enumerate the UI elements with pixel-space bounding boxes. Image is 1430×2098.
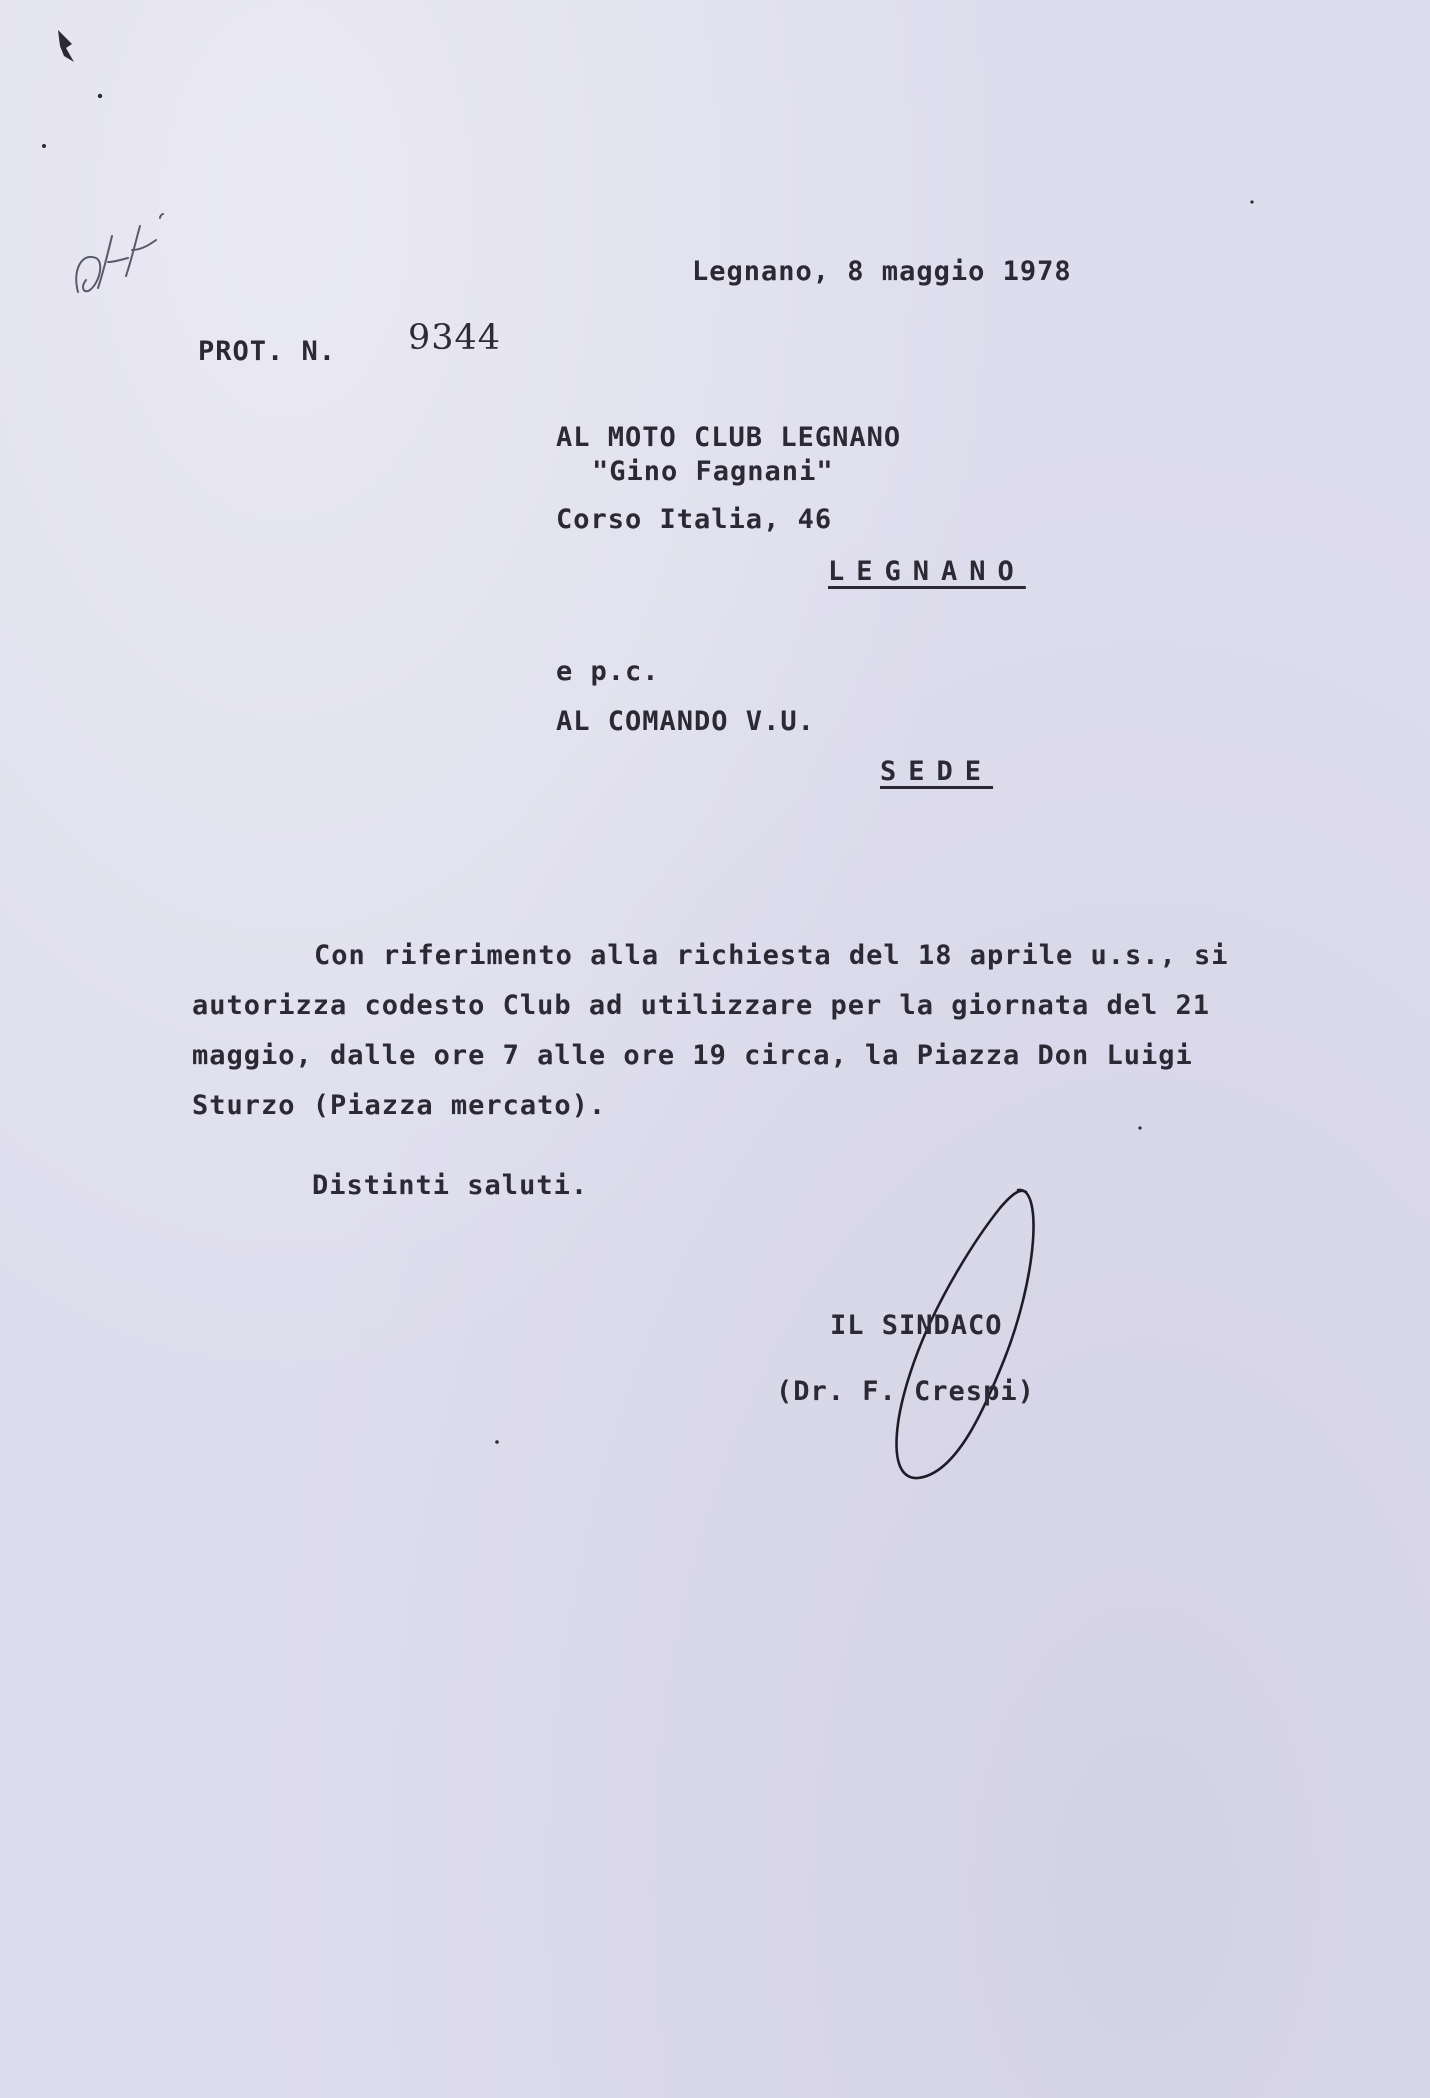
signatory-name: (Dr. F. Crespi) [776,1376,1035,1407]
signatory-title: IL SINDACO [830,1310,1003,1341]
copy-to-line-1: AL COMANDO V.U. [556,706,815,737]
date-line: Legnano, 8 maggio 1978 [692,256,1072,287]
copy-to-place: SEDE [880,756,994,787]
margin-note-handwriting [76,214,163,292]
body-line-4: Sturzo (Piazza mercato). [192,1090,607,1121]
body-line-3: maggio, dalle ore 7 alle ore 19 circa, la Piazza Don Luigi [192,1040,1193,1071]
closing-salutation: Distinti saluti. [312,1170,589,1201]
recipient-line-1: AL MOTO CLUB LEGNANO [556,422,902,453]
protocol-label: PROT. N. [198,336,337,367]
protocol-number: 9344 [408,318,502,358]
recipient-city: LEGNANO [828,556,1026,587]
body-line-2: autorizza codesto Club ad utilizzare per la giornata del 21 [192,990,1211,1021]
copy-to-label: e p.c. [556,656,660,687]
recipient-line-2: "Gino Fagnani" [592,456,834,487]
body-line-1: Con riferimento alla richiesta del 18 aprile u.s., si [314,940,1229,971]
recipient-line-3: Corso Italia, 46 [556,504,833,535]
